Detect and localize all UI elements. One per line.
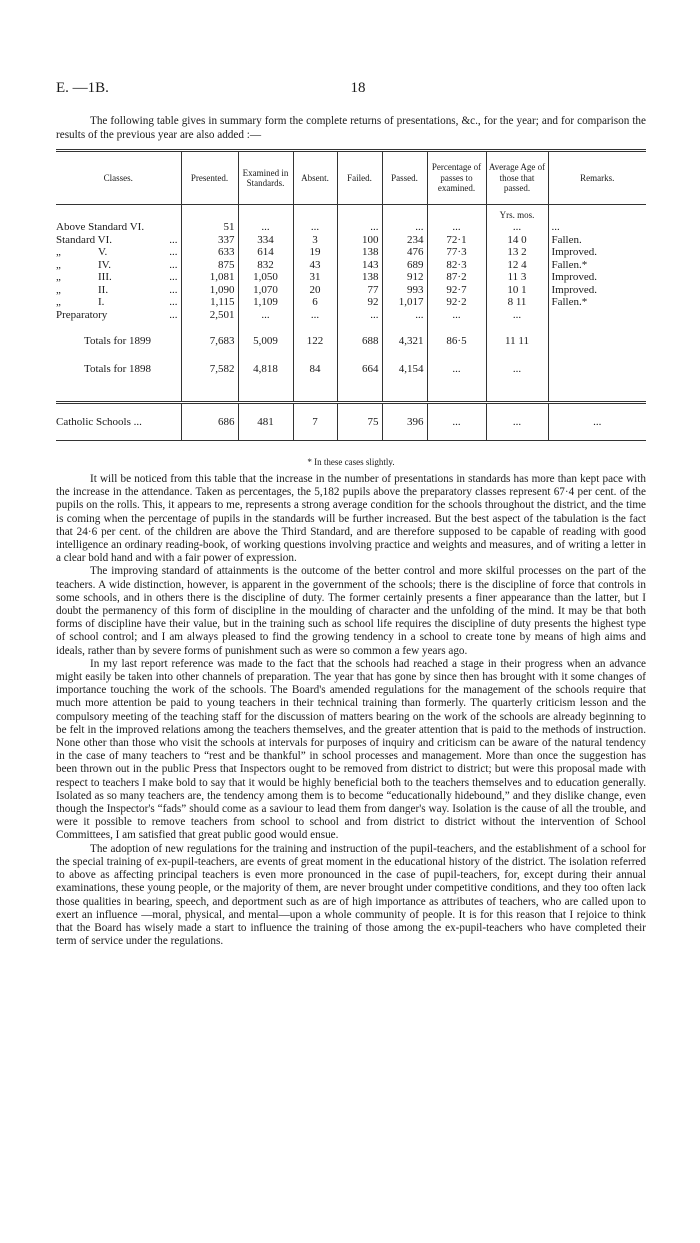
- remarks-cell: Fallen.*: [548, 259, 646, 272]
- catholic-schools-row: [56, 403, 646, 441]
- catholic-label: Catholic Schools ...: [56, 415, 142, 428]
- table-header-row: [56, 151, 646, 205]
- class-name: Standard VI.: [56, 233, 113, 246]
- class-name-group: [56, 296, 104, 309]
- class-name: II.: [98, 283, 109, 296]
- percentage-cell: ...: [427, 221, 486, 234]
- failed-cell: ...: [337, 309, 382, 328]
- col-header-failed: Failed.: [337, 151, 382, 205]
- class-name: I.: [98, 296, 105, 308]
- class-label: [56, 271, 178, 284]
- total-label: Totals for 1898: [84, 362, 152, 375]
- class-cell: [56, 309, 181, 328]
- total-passed: 4,321: [382, 327, 427, 355]
- presented-cell: 875: [181, 259, 238, 272]
- total-presented: 7,683: [181, 327, 238, 355]
- remarks-cell: Fallen.: [548, 234, 646, 247]
- age-cell: 10 1: [486, 284, 548, 297]
- totals-rows: [56, 327, 646, 441]
- table-row: [56, 284, 646, 297]
- remarks-cell: [548, 309, 646, 328]
- returns-table-wrapper: [56, 149, 646, 441]
- total-remarks: [548, 355, 646, 383]
- examined-cell: ...: [238, 221, 293, 234]
- col-header-presented: Presented.: [181, 151, 238, 205]
- remarks-cell: Improved.: [548, 271, 646, 284]
- examined-cell: 1,109: [238, 296, 293, 309]
- total-examined: 4,818: [238, 355, 293, 383]
- leader-dots: ...: [169, 308, 178, 321]
- percentage-cell: 87·2: [427, 271, 486, 284]
- absent-cell: ...: [293, 221, 337, 234]
- leader-dots: ...: [169, 271, 178, 283]
- remarks-cell: Improved.: [548, 284, 646, 297]
- returns-table: [56, 149, 646, 441]
- col-header-classes: Classes.: [103, 172, 133, 183]
- class-label: [56, 259, 178, 272]
- catholic-presented: 686: [181, 403, 238, 441]
- total-label: Totals for 1899: [84, 334, 152, 347]
- class-label: [56, 234, 178, 247]
- passed-cell: 234: [382, 234, 427, 247]
- absent-cell: 31: [293, 271, 337, 284]
- total-percentage: 86·5: [427, 327, 486, 355]
- examined-cell: 1,050: [238, 271, 293, 284]
- leader-dots: ...: [169, 283, 178, 296]
- class-name-group: [56, 221, 144, 234]
- class-label: [56, 296, 178, 309]
- col-header-examined: Examined in Standards.: [238, 151, 293, 205]
- age-cell: 13 2: [486, 246, 548, 259]
- passed-cell: 1,017: [382, 296, 427, 309]
- catholic-age: ...: [486, 403, 548, 441]
- total-failed: 664: [337, 355, 382, 383]
- class-cell: [56, 246, 181, 259]
- examined-cell: 334: [238, 234, 293, 247]
- passed-cell: ...: [382, 221, 427, 234]
- age-units: Yrs. mos.: [486, 205, 548, 222]
- class-name: Above Standard VI.: [56, 221, 145, 233]
- age-cell: ...: [486, 221, 548, 234]
- col-header-absent: Absent.: [293, 151, 337, 205]
- failed-cell: 138: [337, 246, 382, 259]
- leader-dots: ...: [169, 258, 178, 271]
- table-row: [56, 246, 646, 259]
- percentage-cell: 77·3: [427, 246, 486, 259]
- total-percentage: ...: [427, 355, 486, 383]
- absent-cell: ...: [293, 309, 337, 328]
- percentage-cell: 92·7: [427, 284, 486, 297]
- absent-cell: 6: [293, 296, 337, 309]
- leader-dots: ...: [169, 296, 178, 308]
- col-header-passed: Passed.: [382, 151, 427, 205]
- catholic-percentage: ...: [427, 403, 486, 441]
- age-cell: 12 4: [486, 259, 548, 272]
- absent-cell: 20: [293, 284, 337, 297]
- total-passed: 4,154: [382, 355, 427, 383]
- percentage-cell: 92·2: [427, 296, 486, 309]
- ditto-mark: „: [56, 258, 61, 271]
- presented-cell: 1,115: [181, 296, 238, 309]
- passed-cell: 993: [382, 284, 427, 297]
- percentage-cell: ...: [427, 309, 486, 328]
- class-cell: [56, 221, 181, 234]
- passed-cell: 689: [382, 259, 427, 272]
- percentage-cell: 82·3: [427, 259, 486, 272]
- total-presented: 7,582: [181, 355, 238, 383]
- table-row: [56, 234, 646, 247]
- presented-cell: 1,081: [181, 271, 238, 284]
- failed-cell: 143: [337, 259, 382, 272]
- examined-cell: ...: [238, 309, 293, 328]
- age-cell: 8 11: [486, 296, 548, 309]
- ditto-mark: „: [56, 271, 61, 283]
- table-row: [56, 271, 646, 284]
- catholic-absent: 7: [293, 403, 337, 441]
- table-row: [56, 221, 646, 234]
- class-cell: [56, 259, 181, 272]
- col-header-percentage: Percentage of passes to examined.: [427, 151, 486, 205]
- passed-cell: ...: [382, 309, 427, 328]
- remarks-cell: Fallen.*: [548, 296, 646, 309]
- total-failed: 688: [337, 327, 382, 355]
- spacer-row: [56, 383, 646, 403]
- class-cell: [56, 271, 181, 284]
- age-cell: 11 3: [486, 271, 548, 284]
- ditto-mark: „: [56, 283, 61, 296]
- body-paragraph: In my last report reference was made to the fact that the schools had reached a stage in their progress when an advance might easily be taken into other channels of preparation. The year that has gone by since then has brought with it some changes of importance touching the work of the schools. The Board's amended regulations for the management of the schools require that much more attention be paid to young teachers in their technical training than formerly. The quarterly criticism lesson and the compulsory meeting of the teaching staff for the discussion of matters bearing on the work of the schools are already beginning to be felt in the improved relations among the teachers themselves, and the greater attention that is paid to the methods of instruction. None other than those who visit the schools at intervals for purposes of inquiry and criticism can be aware of the natural tendency in the case of many teachers to “rest and be thankful” in school processes and management. More than once the suggestion has been thrown out in the public Press that Inspectors ought to be removed from district to district; but were this proposal made with respect to teachers I make bold to say that it would be highly beneficial both to the teachers themselves and to education generally. Isolated as so many teachers are, the tendency among them is to become “educationally hidebound,” and they dislike change, even though the Inspector's “fads” should come as a saviour to lead them from danger's way. Isolation is the cause of all the trouble, and were it possible to remove teachers from school to school and from district to district without the intervention of School Committees, I am satisfied that great public good would ensue.: [56, 657, 646, 842]
- col-header-average-age: Average Age of those that passed.: [486, 151, 548, 205]
- intro-paragraph: The following table gives in summary form the complete returns of presentations, &c., for the year; and for comparison the results of the previous year are also added :—: [56, 115, 646, 141]
- failed-cell: ...: [337, 221, 382, 234]
- body-paragraph: The adoption of new regulations for the training and instruction of the pupil-teachers, and the establishment of a school for the special training of ex-pupil-teachers, are events of great moment in the educational history of the district. The isolation referred to above as affecting principal teachers is even more pronounced in the case of pupil-teachers, for, except during their annual examinations, these young people, or the majority of them, are never brought under competitive conditions, and they too often lack those qualities in bearing, speech, and deportment such as are of high importance as attributes of teachers, who are called upon to exert an influence —moral, physical, and mental—upon a whole community of people. It is for this reason that I rejoice to think that the Board has wisely made a start to influence the training of those among the ex-pupil-teachers who have completed their term of service under the regulations.: [56, 842, 646, 948]
- total-remarks: [548, 327, 646, 355]
- presented-cell: 633: [181, 246, 238, 259]
- catholic-examined: 481: [238, 403, 293, 441]
- absent-cell: 19: [293, 246, 337, 259]
- totals-row-1899: [56, 327, 646, 355]
- failed-cell: 138: [337, 271, 382, 284]
- total-absent: 84: [293, 355, 337, 383]
- body-paragraph: The improving standard of attainments is the outcome of the better control and more skilful processes on the part of the teachers. A wide distinction, however, is apparent in the government of the schools; there is the discipline of force that controls in some schools, and in others there is the discipline of duty. The former certainly presents a finer appearance than the latter, but I doubt the permanency of this form of discipline in the moulding of character and the unfolding of the mind. It may be that both forms of discipline have their value, but in the training such as school life requires the discipline of duty presents the highest type of school control; and I am always pleased to find the growing tendency in a school to create tone by means of high aims and ideals, rather than by severe forms of punishment such as were so common a few years ago.: [56, 565, 646, 657]
- table-row: [56, 296, 646, 309]
- totals-row-1898: [56, 355, 646, 383]
- class-label: [56, 309, 178, 322]
- failed-cell: 100: [337, 234, 382, 247]
- col-header-remarks: Remarks.: [548, 151, 646, 205]
- total-absent: 122: [293, 327, 337, 355]
- report-code: E. —1B.: [56, 80, 109, 96]
- body-text: [56, 473, 646, 948]
- class-name: V.: [98, 246, 108, 258]
- age-cell: 14 0: [486, 234, 548, 247]
- presented-cell: 2,501: [181, 309, 238, 328]
- table-row: [56, 309, 646, 328]
- class-label: [56, 246, 178, 259]
- absent-cell: 3: [293, 234, 337, 247]
- remarks-cell: ...: [548, 221, 646, 234]
- class-name-group: [56, 284, 108, 297]
- examined-cell: 614: [238, 246, 293, 259]
- class-name-group: [56, 271, 112, 284]
- class-label: [56, 221, 178, 234]
- ditto-mark: „: [56, 246, 61, 258]
- presented-cell: 1,090: [181, 284, 238, 297]
- total-age: 11 11: [486, 327, 548, 355]
- catholic-remarks: ...: [548, 403, 646, 441]
- class-name-group: [56, 309, 107, 322]
- class-name-group: [56, 259, 111, 272]
- failed-cell: 77: [337, 284, 382, 297]
- class-cell: [56, 234, 181, 247]
- presented-cell: 51: [181, 221, 238, 234]
- class-rows: [56, 205, 646, 328]
- page-header: [56, 80, 660, 100]
- ditto-mark: „: [56, 296, 61, 308]
- class-name: IV.: [98, 258, 111, 271]
- catholic-passed: 396: [382, 403, 427, 441]
- leader-dots: ...: [169, 246, 178, 258]
- class-name: III.: [98, 271, 112, 283]
- passed-cell: 476: [382, 246, 427, 259]
- catholic-failed: 75: [337, 403, 382, 441]
- examined-cell: 832: [238, 259, 293, 272]
- presented-cell: 337: [181, 234, 238, 247]
- examined-cell: 1,070: [238, 284, 293, 297]
- age-cell: ...: [486, 309, 548, 328]
- class-cell: [56, 284, 181, 297]
- class-name: Preparatory: [56, 308, 108, 321]
- units-row: [56, 205, 646, 222]
- total-age: ...: [486, 355, 548, 383]
- absent-cell: 43: [293, 259, 337, 272]
- remarks-cell: Improved.: [548, 246, 646, 259]
- class-label: [56, 284, 178, 297]
- table-row: [56, 259, 646, 272]
- body-paragraph: It will be noticed from this table that the increase in the number of presentations in standards has more than kept pace with the increase in the attendance. Taken as percentages, the 5,182 pupils above the preparatory classes represent 67·4 per cent. of the pupils on the rolls. This, it appears to me, represents a strong average condition for the schools throughout the district, and the time is coming when the percentage of pupils in the standards will be further increased. But the best aspect of the tabulation is the fact that 24·6 per cent. of the children are above the Third Standard, and are therefore supposed to be capable of reading with good intelligence an ordinary reading-book, of working questions involving practice and weights and measures, and of writing a letter in a clear bold hand and with a fair power of expression.: [56, 473, 646, 565]
- table-footnote: * In these cases slightly.: [307, 457, 395, 467]
- leader-dots: ...: [169, 233, 178, 246]
- class-cell: [56, 296, 181, 309]
- page-number: 18: [350, 80, 366, 96]
- passed-cell: 912: [382, 271, 427, 284]
- percentage-cell: 72·1: [427, 234, 486, 247]
- failed-cell: 92: [337, 296, 382, 309]
- class-name-group: [56, 234, 112, 247]
- class-name-group: [56, 246, 107, 259]
- total-examined: 5,009: [238, 327, 293, 355]
